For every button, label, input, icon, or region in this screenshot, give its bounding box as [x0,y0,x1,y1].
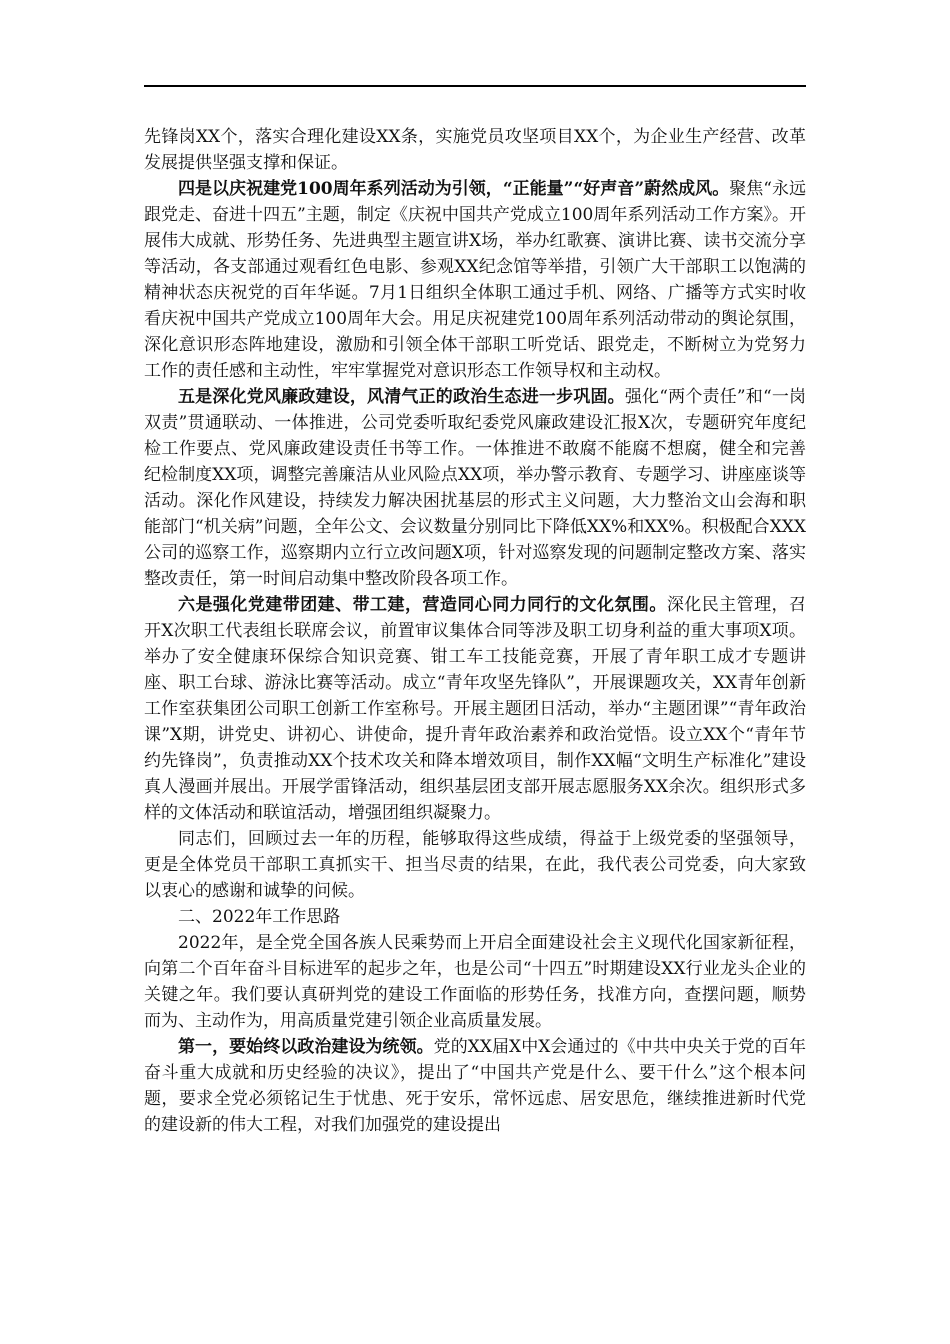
paragraph-text: 深化民主管理，召开X次职工代表组长联席会议，前置审议集体合同等涉及职工切身利益的重大事项X项。举办了安全健康环保综合知识竞赛、钳工车工技能竞赛，开展了青年职工成才专题讲座、职工台球、游泳比赛等活动。成立“青年攻坚先锋队”，开展课题攻关，XX青年创新工作室获集团公司职工创新工作室称号。开展主题团日活动，举办“主题团课”“青年政治课”X期，讲党史、讲初心、讲使命，提升青年政治素养和政治觉悟。设立XX个“青年节约先锋岗”，负责推动XX个技术攻关和降本增效项目，制作XX幅“文明生产标准化”建设真人漫画并展出。开展学雷锋活动，组织基层团支部开展志愿服务XX余次。组织形式多样的文体活动和联谊活动，增强团组织凝聚力。 [144,595,807,823]
paragraph-lead: 五是深化党风廉政建设，风清气正的政治生态进一步巩固。 [178,387,625,407]
section-heading [144,904,806,930]
document-body [144,124,806,1138]
paragraph-text: 先锋岗XX个，落实合理化建设XX条，实施党员攻坚项目XX个，为企业生产经营、改革发展提供坚强支撑和保证。 [144,127,806,173]
paragraph-lead: 第一，要始终以政治建设为统领。 [178,1037,434,1057]
paragraph-text: 同志们，回顾过去一年的历程，能够取得这些成绩，得益于上级党委的坚强领导，更是全体党员干部职工真抓实干、担当尽责的结果，在此，我代表公司党委，向大家致以衷心的感谢和诚挚的问候。 [144,829,806,901]
paragraph-lead: 四是以庆祝建党100周年系列活动为引领，“正能量”“好声音”蔚然成风。 [178,179,730,199]
paragraph-lead: 六是强化党建带团建、带工建，营造同心同力同行的文化氛围。 [178,595,667,615]
paragraph [144,384,806,592]
paragraph [144,592,806,826]
paragraph [144,1034,806,1138]
header-rule [144,85,806,87]
paragraph-text: 党的XX届X中X会通过的《中共中央关于党的百年奋斗重大成就和历史经验的决议》，提出了“中国共产党是什么、要干什么”这个根本问题，要求全党必须铭记生于忧患、死于安乐，常怀远虑、居安思危，继续推进新时代党的建设新的伟大工程，对我们加强党的建设提出 [144,1037,807,1135]
paragraph-text: 聚焦“永远跟党走、奋进十四五”主题，制定《庆祝中国共产党成立100周年系列活动工作方案》。开展伟大成就、形势任务、先进典型主题宣讲X场，举办红歌赛、演讲比赛、读书交流分享等活动，各支部通过观看红色电影、参观XX纪念馆等举措，引领广大干部职工以饱满的精神状态庆祝党的百年华诞。7月1日组织全体职工通过手机、网络、广播等方式实时收看庆祝中国共产党成立100周年大会。用足庆祝建党100周年系列活动带动的舆论氛围，深化意识形态阵地建设，激励和引领全体干部职工听党话、跟党走，不断树立为党努力工作的责任感和主动性，牢牢掌握党对意识形态工作领导权和主动权。 [144,179,806,381]
paragraph [144,176,806,384]
paragraph [144,930,806,1034]
paragraph-text: 2022年，是全党全国各族人民乘势而上开启全面建设社会主义现代化国家新征程，向第二个百年奋斗目标进军的起步之年，也是公司“十四五”时期建设XX行业龙头企业的关键之年。我们要认真研判党的建设工作面临的形势任务，找准方向，查摆问题，顺势而为、主动作为，用高质量党建引领企业高质量发展。 [144,933,806,1031]
paragraph-text: 强化“两个责任”和“一岗双责”贯通联动、一体推进，公司党委听取纪委党风廉政建设汇报X次，专题研究年度纪检工作要点、党风廉政建设责任书等工作。一体推进不敢腐不能腐不想腐，健全和完善纪检制度XX项，调整完善廉洁从业风险点XX项，举办警示教育、专题学习、讲座座谈等活动。深化作风建设，持续发力解决困扰基层的形式主义问题，大力整治文山会海和职能部门“机关病”问题，全年公文、会议数量分别同比下降低XX%和XX%。积极配合XXX公司的巡察工作，巡察期内立行立改问题X项，针对巡察发现的问题制定整改方案、落实整改责任，第一时间启动集中整改阶段各项工作。 [144,387,807,589]
paragraph [144,124,806,176]
paragraph-text: 二、2022年工作思路 [178,907,341,927]
paragraph [144,826,806,904]
